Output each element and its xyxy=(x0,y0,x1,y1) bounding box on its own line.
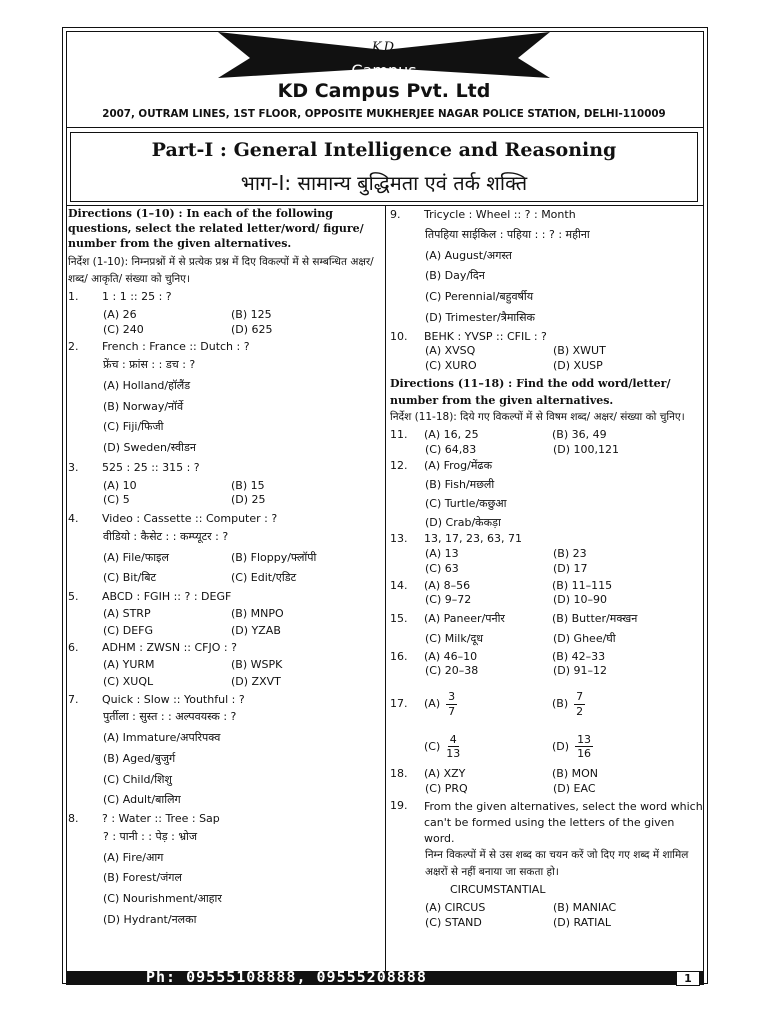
title-box xyxy=(70,132,698,202)
question-15: 15. (A) Paneer/पनीर (B) Butter/मक्खन xyxy=(390,612,638,625)
options-18b: (C) PRQ (D) EAC xyxy=(425,781,596,795)
option-7d: (C) Adult/बालिग xyxy=(103,793,181,807)
option-8a: (A) Fire/आग xyxy=(103,850,164,864)
question-4-hindi: वीडियो : कैसेट : : कम्प्यूटर : ? xyxy=(103,529,229,543)
fraction-17d: $\frac{13}{16}$ xyxy=(577,732,592,761)
option-12c: (C) Turtle/कछुआ xyxy=(425,496,507,510)
option-7a: (A) Immature/अपरिपक्व xyxy=(103,731,221,744)
directions-1-10: Directions (1–10) : In each of the following questions, select the related letter/word/ figure/ number from the given alternatives. xyxy=(68,207,364,250)
directions-11-18-hindi: निर्देश (11-18): दिये गए विकल्पों में से विषम शब्द/ अक्षर/ संख्या को चुनिए। xyxy=(390,410,685,423)
question-4: 4. Video : Cassette :: Computer : ? xyxy=(68,512,278,525)
options-4: (A) File/फाइल (B) Floppy/फ्लॉपी xyxy=(103,550,317,564)
question-7: 7. Quick : Slow :: Youthful : ? xyxy=(68,692,245,706)
options-5b: (C) DEFG (D) YZAB xyxy=(103,623,281,637)
options-13: (A) 13 (B) 23 xyxy=(425,547,587,560)
option-2c: (C) Fiji/फिजी xyxy=(103,420,164,434)
title-hindi: भाग-I: सामान्य बुद्धिमता एवं तर्क शक्ति xyxy=(240,171,528,195)
question-2-hindi: फ्रेंच : फ्रांस : : डच : ? xyxy=(103,358,196,371)
logo-text: KD xyxy=(371,40,397,55)
option-9b: (B) Day/दिन xyxy=(425,269,485,283)
question-2: 2. French : France :: Dutch : ? xyxy=(68,340,250,354)
question-10: 10. BEHK : YVSP :: CFIL : ? xyxy=(390,329,547,343)
options-19b: (C) STAND (D) RATIAL xyxy=(425,916,612,929)
title-english: Part-I : General Intelligence and Reasoning xyxy=(151,139,617,161)
header-divider xyxy=(66,127,704,128)
options-1: (A) 26 (B) 125 xyxy=(103,307,272,321)
footer-phone: Ph: 09555108888, 09555208888 xyxy=(146,968,427,986)
question-16: 16. (A) 46–10 (B) 42–33 xyxy=(390,649,606,663)
option-8b: (B) Forest/जंगल xyxy=(103,871,182,885)
options-3b: (C) 5 (D) 25 xyxy=(103,493,266,507)
question-17: 17. (A) $\frac{3}{7}$ (B) $\frac{7}{2}$ xyxy=(390,690,584,718)
fraction-17b: $\frac{7}{2}$ xyxy=(576,690,584,718)
question-12: 12. (A) Frog/मेंढक xyxy=(390,459,493,473)
right-column xyxy=(390,206,708,930)
question-19-hindi: निम्न विकल्पों में से उस शब्द का चयन करें जो दिए गए शब्द में शामिल अक्षरों से नहीं बनाया जा सकता हो। xyxy=(425,848,689,878)
option-2d: (D) Sweden/स्वीडन xyxy=(103,441,196,454)
option-9d: (D) Trimester/त्रैमासिक xyxy=(425,310,535,324)
options-3: (A) 10 (B) 15 xyxy=(103,478,265,492)
question-3: 3. 525 : 25 :: 315 : ? xyxy=(68,460,200,474)
question-6: 6. ADHM : ZWSN :: CFJO : ? xyxy=(68,641,237,655)
options-14b: (C) 9–72 (D) 10–90 xyxy=(425,593,608,607)
options-13b: (C) 63 (D) 17 xyxy=(425,561,588,575)
options-19: (A) CIRCUS (B) MANIAC xyxy=(425,901,617,915)
question-18: 18. (A) XZY (B) MON xyxy=(390,767,599,780)
question-9: 9. Tricycle : Wheel :: ? : Month xyxy=(390,208,576,221)
options-6: (A) YURM (B) WSPK xyxy=(103,658,283,671)
logo-campus: Campus xyxy=(351,61,417,80)
option-7b: (B) Aged/बुजुर्ग xyxy=(103,751,176,765)
question-17b: (C) $\frac{4}{13}$ (D) $\frac{13}{16}$ xyxy=(424,732,592,761)
question-8: 8. ? : Water :: Tree : Sap xyxy=(68,812,220,825)
options-16b: (C) 20–38 (D) 91–12 xyxy=(425,664,608,678)
question-19-word: CIRCUMSTANTIAL xyxy=(450,882,546,896)
page-number: 1 xyxy=(676,971,700,986)
options-10b: (C) XURO (D) XUSP xyxy=(425,359,603,372)
option-12d: (D) Crab/केकड़ा xyxy=(425,515,501,529)
options-10: (A) XVSQ (B) XWUT xyxy=(425,344,606,358)
option-2b: (B) Norway/नॉर्वे xyxy=(103,399,184,413)
left-column xyxy=(68,206,380,927)
options-6b: (C) XUQL (D) ZXVT xyxy=(103,674,281,688)
directions-1-10-hindi: निर्देश (1-10): निम्नप्रश्नों में से प्रत्येक प्रश्न में दिए विकल्पों में से सम्बन्धित अक्षर/ शब्द/ आकृति/ संख्या को चुनिए। xyxy=(68,256,374,285)
options-1b: (C) 240 (D) 625 xyxy=(103,322,273,336)
options-4b: (C) Bit/बिट (C) Edit/एडिट xyxy=(103,571,297,585)
directions-11-18: Directions (11–18) : Find the odd word/letter/ number from the given alternatives. xyxy=(390,376,671,407)
question-1: 1. 1 : 1 :: 25 : ? xyxy=(68,290,172,303)
question-9-hindi: तिपहिया साईकिल : पहिया : : ? : महीना xyxy=(425,227,590,241)
question-5: 5. ABCD : FGIH :: ? : DEGF xyxy=(68,590,232,603)
company-name: KD Campus Pvt. Ltd xyxy=(277,80,491,102)
fraction-17a: $\frac{3}{7}$ xyxy=(448,690,456,718)
fraction-17c: $\frac{4}{13}$ xyxy=(446,732,461,761)
options-11b: (C) 64,83 (D) 100,121 xyxy=(425,442,620,456)
question-14: 14. (A) 8–56 (B) 11–115 xyxy=(390,578,613,592)
option-12b: (B) Fish/मछली xyxy=(425,478,495,491)
question-8-hindi: ? : पानी : : पेड़ : भ्रोज xyxy=(103,829,198,843)
option-8d: (D) Hydrant/नलका xyxy=(103,912,197,926)
option-8c: (C) Nourishment/आहार xyxy=(103,892,222,905)
option-7c: (C) Child/शिशु xyxy=(103,772,173,786)
question-7-hindi: पुर्तीला : सुस्त : : अल्पवयस्क : ? xyxy=(103,710,237,724)
question-13: 13. 13, 17, 23, 63, 71 xyxy=(390,532,522,546)
options-15b: (C) Milk/दूध (D) Ghee/घी xyxy=(425,631,616,645)
option-9a: (A) August/अगस्त xyxy=(425,248,512,262)
option-9c: (C) Perennial/बहुवर्षीय xyxy=(425,290,534,303)
options-5: (A) STRP (B) MNPO xyxy=(103,606,284,620)
column-divider xyxy=(385,205,386,971)
question-11: 11. (A) 16, 25 (B) 36, 49 xyxy=(390,427,607,441)
company-address: 2007, OUTRAM LINES, 1ST FLOOR, OPPOSITE MUKHERJEE NAGAR POLICE STATION, DELHI-110009 xyxy=(102,108,666,120)
question-19: 19. From the given alternatives, select the word which can't be formed using the letters of the given word. xyxy=(390,798,703,845)
option-2a: (A) Holland/हॉलैंड xyxy=(103,378,191,392)
